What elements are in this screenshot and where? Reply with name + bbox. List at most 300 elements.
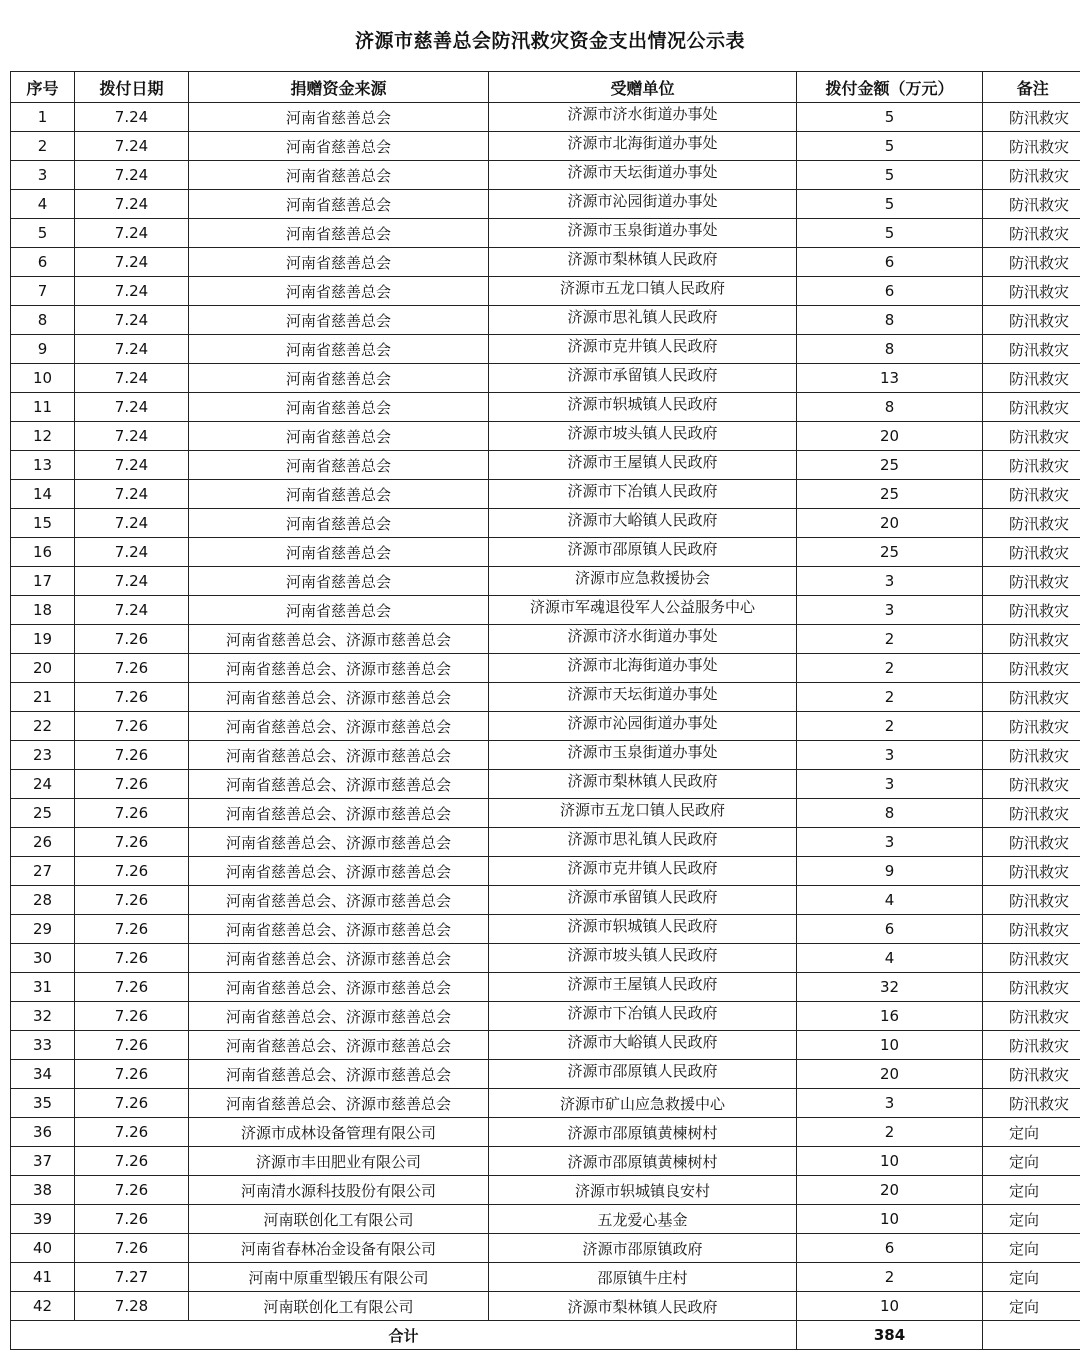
cell-amount: 16 — [797, 1002, 983, 1031]
cell-note: 防汛救灾 — [983, 509, 1080, 538]
cell-recipient: 济源市大峪镇人民政府 — [489, 1031, 797, 1060]
cell-recipient: 济源市邵原镇黄楝树村 — [489, 1147, 797, 1176]
cell-date: 7.26 — [75, 1089, 189, 1118]
header-no: 序号 — [11, 72, 75, 103]
cell-source: 河南省慈善总会、济源市慈善总会 — [189, 857, 489, 886]
cell-amount: 10 — [797, 1292, 983, 1321]
cell-date: 7.26 — [75, 1002, 189, 1031]
cell-source: 河南省慈善总会 — [189, 248, 489, 277]
cell-date: 7.26 — [75, 857, 189, 886]
cell-note: 防汛救灾 — [983, 1031, 1080, 1060]
cell-no: 15 — [11, 509, 75, 538]
cell-source: 河南省慈善总会、济源市慈善总会 — [189, 654, 489, 683]
cell-no: 31 — [11, 973, 75, 1002]
cell-date: 7.26 — [75, 1234, 189, 1263]
cell-date: 7.26 — [75, 625, 189, 654]
table-row — [11, 1176, 1080, 1205]
cell-note: 防汛救灾 — [983, 335, 1080, 364]
cell-amount: 3 — [797, 828, 983, 857]
table-row — [11, 596, 1080, 625]
cell-note: 防汛救灾 — [983, 683, 1080, 712]
cell-source: 河南省慈善总会 — [189, 335, 489, 364]
cell-date: 7.24 — [75, 190, 189, 219]
cell-amount: 3 — [797, 567, 983, 596]
cell-no: 4 — [11, 190, 75, 219]
cell-no: 24 — [11, 770, 75, 799]
cell-recipient: 济源市轵城镇人民政府 — [489, 915, 797, 944]
table-row — [11, 1263, 1080, 1292]
table-row — [11, 393, 1080, 422]
total-amount: 384 — [797, 1321, 983, 1350]
cell-no: 6 — [11, 248, 75, 277]
cell-recipient: 济源市克井镇人民政府 — [489, 335, 797, 364]
table-row — [11, 277, 1080, 306]
cell-note: 防汛救灾 — [983, 915, 1080, 944]
cell-note: 定向 — [983, 1205, 1080, 1234]
cell-date: 7.26 — [75, 683, 189, 712]
cell-note: 防汛救灾 — [983, 422, 1080, 451]
cell-amount: 2 — [797, 1118, 983, 1147]
cell-recipient: 济源市王屋镇人民政府 — [489, 451, 797, 480]
cell-note: 防汛救灾 — [983, 1002, 1080, 1031]
table-row — [11, 306, 1080, 335]
cell-source: 河南省慈善总会、济源市慈善总会 — [189, 625, 489, 654]
table-row — [11, 335, 1080, 364]
cell-source: 河南省慈善总会、济源市慈善总会 — [189, 799, 489, 828]
cell-source: 河南省慈善总会 — [189, 277, 489, 306]
table-row — [11, 1292, 1080, 1321]
cell-source: 河南省慈善总会 — [189, 509, 489, 538]
cell-recipient: 济源市玉泉街道办事处 — [489, 219, 797, 248]
cell-note: 防汛救灾 — [983, 132, 1080, 161]
cell-recipient: 济源市沁园街道办事处 — [489, 712, 797, 741]
cell-no: 1 — [11, 103, 75, 132]
cell-recipient: 济源市北海街道办事处 — [489, 654, 797, 683]
cell-date: 7.26 — [75, 1060, 189, 1089]
cell-date: 7.24 — [75, 161, 189, 190]
header-recipient: 受赠单位 — [489, 72, 797, 103]
cell-amount: 4 — [797, 944, 983, 973]
header-date: 拨付日期 — [75, 72, 189, 103]
table-row — [11, 712, 1080, 741]
cell-source: 河南省慈善总会、济源市慈善总会 — [189, 1002, 489, 1031]
table-row — [11, 509, 1080, 538]
cell-no: 28 — [11, 886, 75, 915]
cell-recipient: 济源市梨林镇人民政府 — [489, 248, 797, 277]
cell-recipient: 济源市邵原镇黄楝树村 — [489, 1118, 797, 1147]
cell-amount: 8 — [797, 335, 983, 364]
cell-date: 7.24 — [75, 306, 189, 335]
cell-amount: 3 — [797, 1089, 983, 1118]
cell-note: 防汛救灾 — [983, 828, 1080, 857]
cell-amount: 20 — [797, 1060, 983, 1089]
table-body — [11, 103, 1080, 1321]
cell-source: 济源市丰田肥业有限公司 — [189, 1147, 489, 1176]
cell-amount: 10 — [797, 1205, 983, 1234]
cell-amount: 10 — [797, 1031, 983, 1060]
cell-source: 河南省慈善总会、济源市慈善总会 — [189, 886, 489, 915]
cell-source: 河南省慈善总会 — [189, 393, 489, 422]
cell-source: 河南省慈善总会 — [189, 538, 489, 567]
cell-note: 防汛救灾 — [983, 596, 1080, 625]
cell-date: 7.26 — [75, 886, 189, 915]
cell-note: 防汛救灾 — [983, 393, 1080, 422]
cell-note: 防汛救灾 — [983, 277, 1080, 306]
table-row — [11, 480, 1080, 509]
table-row — [11, 741, 1080, 770]
table-row — [11, 1234, 1080, 1263]
cell-amount: 3 — [797, 596, 983, 625]
cell-date: 7.24 — [75, 393, 189, 422]
cell-no: 17 — [11, 567, 75, 596]
cell-date: 7.26 — [75, 1031, 189, 1060]
cell-no: 33 — [11, 1031, 75, 1060]
cell-no: 12 — [11, 422, 75, 451]
cell-note: 防汛救灾 — [983, 973, 1080, 1002]
cell-no: 30 — [11, 944, 75, 973]
cell-amount: 6 — [797, 1234, 983, 1263]
cell-no: 14 — [11, 480, 75, 509]
cell-source: 河南省慈善总会、济源市慈善总会 — [189, 1031, 489, 1060]
cell-date: 7.24 — [75, 248, 189, 277]
cell-amount: 5 — [797, 132, 983, 161]
cell-no: 42 — [11, 1292, 75, 1321]
cell-recipient: 济源市应急救援协会 — [489, 567, 797, 596]
cell-recipient: 济源市济水街道办事处 — [489, 625, 797, 654]
table-row — [11, 799, 1080, 828]
table-row — [11, 132, 1080, 161]
cell-source: 济源市成林设备管理有限公司 — [189, 1118, 489, 1147]
cell-recipient: 济源市承留镇人民政府 — [489, 364, 797, 393]
cell-date: 7.24 — [75, 422, 189, 451]
cell-date: 7.24 — [75, 364, 189, 393]
cell-recipient: 济源市思礼镇人民政府 — [489, 828, 797, 857]
cell-note: 防汛救灾 — [983, 248, 1080, 277]
cell-recipient: 济源市邵原镇人民政府 — [489, 538, 797, 567]
cell-date: 7.24 — [75, 509, 189, 538]
cell-no: 39 — [11, 1205, 75, 1234]
cell-date: 7.24 — [75, 538, 189, 567]
total-note — [983, 1321, 1080, 1350]
table-row — [11, 219, 1080, 248]
cell-amount: 5 — [797, 161, 983, 190]
cell-date: 7.24 — [75, 596, 189, 625]
table-row — [11, 886, 1080, 915]
table-row — [11, 161, 1080, 190]
cell-no: 21 — [11, 683, 75, 712]
cell-date: 7.26 — [75, 741, 189, 770]
cell-note: 定向 — [983, 1234, 1080, 1263]
cell-note: 防汛救灾 — [983, 190, 1080, 219]
cell-date: 7.26 — [75, 1205, 189, 1234]
cell-note: 防汛救灾 — [983, 1089, 1080, 1118]
cell-amount: 2 — [797, 625, 983, 654]
cell-recipient: 济源市济水街道办事处 — [489, 103, 797, 132]
table-row — [11, 190, 1080, 219]
cell-no: 19 — [11, 625, 75, 654]
table-row — [11, 625, 1080, 654]
cell-no: 37 — [11, 1147, 75, 1176]
cell-date: 7.24 — [75, 567, 189, 596]
cell-source: 河南省慈善总会 — [189, 364, 489, 393]
cell-source: 河南省慈善总会 — [189, 103, 489, 132]
cell-date: 7.24 — [75, 277, 189, 306]
cell-amount: 25 — [797, 480, 983, 509]
cell-amount: 32 — [797, 973, 983, 1002]
cell-note: 定向 — [983, 1292, 1080, 1321]
cell-recipient: 邵原镇牛庄村 — [489, 1263, 797, 1292]
cell-amount: 20 — [797, 422, 983, 451]
cell-amount: 5 — [797, 103, 983, 132]
cell-date: 7.26 — [75, 1147, 189, 1176]
cell-note: 防汛救灾 — [983, 306, 1080, 335]
cell-source: 河南省慈善总会 — [189, 161, 489, 190]
table-row — [11, 364, 1080, 393]
cell-source: 河南省慈善总会 — [189, 480, 489, 509]
cell-recipient: 济源市下冶镇人民政府 — [489, 1002, 797, 1031]
cell-no: 10 — [11, 364, 75, 393]
cell-source: 河南联创化工有限公司 — [189, 1292, 489, 1321]
cell-amount: 25 — [797, 538, 983, 567]
cell-note: 防汛救灾 — [983, 219, 1080, 248]
cell-amount: 5 — [797, 190, 983, 219]
cell-no: 3 — [11, 161, 75, 190]
cell-amount: 3 — [797, 741, 983, 770]
cell-note: 防汛救灾 — [983, 741, 1080, 770]
cell-date: 7.26 — [75, 1176, 189, 1205]
table-row — [11, 103, 1080, 132]
cell-amount: 2 — [797, 712, 983, 741]
cell-no: 18 — [11, 596, 75, 625]
cell-date: 7.26 — [75, 973, 189, 1002]
cell-recipient: 济源市王屋镇人民政府 — [489, 973, 797, 1002]
cell-date: 7.26 — [75, 1118, 189, 1147]
cell-no: 26 — [11, 828, 75, 857]
cell-source: 河南省慈善总会 — [189, 451, 489, 480]
cell-date: 7.24 — [75, 219, 189, 248]
header-note: 备注 — [983, 72, 1080, 103]
cell-note: 防汛救灾 — [983, 451, 1080, 480]
cell-no: 29 — [11, 915, 75, 944]
cell-amount: 8 — [797, 393, 983, 422]
cell-recipient: 济源市矿山应急救援中心 — [489, 1089, 797, 1118]
cell-no: 9 — [11, 335, 75, 364]
cell-no: 23 — [11, 741, 75, 770]
cell-note: 防汛救灾 — [983, 364, 1080, 393]
cell-note: 防汛救灾 — [983, 944, 1080, 973]
cell-recipient: 济源市克井镇人民政府 — [489, 857, 797, 886]
cell-source: 河南省慈善总会 — [189, 306, 489, 335]
table-row — [11, 1205, 1080, 1234]
cell-note: 防汛救灾 — [983, 857, 1080, 886]
cell-recipient: 济源市坡头镇人民政府 — [489, 944, 797, 973]
cell-source: 河南省慈善总会 — [189, 190, 489, 219]
table-row — [11, 1089, 1080, 1118]
cell-source: 河南省慈善总会 — [189, 596, 489, 625]
cell-note: 防汛救灾 — [983, 480, 1080, 509]
cell-amount: 6 — [797, 915, 983, 944]
table-row — [11, 828, 1080, 857]
table-row — [11, 538, 1080, 567]
cell-source: 河南省慈善总会、济源市慈善总会 — [189, 712, 489, 741]
cell-date: 7.26 — [75, 712, 189, 741]
cell-note: 防汛救灾 — [983, 625, 1080, 654]
header-row — [11, 72, 1080, 103]
cell-recipient: 济源市玉泉街道办事处 — [489, 741, 797, 770]
table-row — [11, 973, 1080, 1002]
page-title: 济源市慈善总会防汛救灾资金支出情况公示表 — [354, 30, 745, 52]
cell-no: 35 — [11, 1089, 75, 1118]
cell-date: 7.24 — [75, 335, 189, 364]
cell-no: 36 — [11, 1118, 75, 1147]
table-row — [11, 567, 1080, 596]
cell-no: 13 — [11, 451, 75, 480]
cell-recipient: 济源市五龙口镇人民政府 — [489, 799, 797, 828]
table-row — [11, 248, 1080, 277]
cell-source: 河南省慈善总会、济源市慈善总会 — [189, 741, 489, 770]
cell-no: 11 — [11, 393, 75, 422]
cell-recipient: 济源市承留镇人民政府 — [489, 886, 797, 915]
total-label: 合计 — [11, 1321, 797, 1350]
cell-recipient: 济源市五龙口镇人民政府 — [489, 277, 797, 306]
cell-note: 防汛救灾 — [983, 799, 1080, 828]
table-row — [11, 1147, 1080, 1176]
cell-note: 防汛救灾 — [983, 886, 1080, 915]
cell-recipient: 济源市梨林镇人民政府 — [489, 1292, 797, 1321]
cell-date: 7.24 — [75, 132, 189, 161]
total-row — [11, 1321, 1080, 1350]
cell-recipient: 济源市思礼镇人民政府 — [489, 306, 797, 335]
cell-note: 防汛救灾 — [983, 1060, 1080, 1089]
cell-source: 河南联创化工有限公司 — [189, 1205, 489, 1234]
cell-date: 7.26 — [75, 799, 189, 828]
cell-date: 7.26 — [75, 944, 189, 973]
cell-note: 定向 — [983, 1147, 1080, 1176]
cell-amount: 8 — [797, 306, 983, 335]
cell-date: 7.24 — [75, 480, 189, 509]
cell-amount: 2 — [797, 654, 983, 683]
cell-source: 河南省慈善总会、济源市慈善总会 — [189, 770, 489, 799]
cell-source: 河南省慈善总会、济源市慈善总会 — [189, 828, 489, 857]
cell-no: 5 — [11, 219, 75, 248]
table-row — [11, 683, 1080, 712]
cell-date: 7.24 — [75, 103, 189, 132]
cell-date: 7.28 — [75, 1292, 189, 1321]
cell-note: 防汛救灾 — [983, 567, 1080, 596]
table-row — [11, 1002, 1080, 1031]
cell-amount: 2 — [797, 683, 983, 712]
cell-no: 40 — [11, 1234, 75, 1263]
cell-date: 7.24 — [75, 451, 189, 480]
table-row — [11, 944, 1080, 973]
table-row — [11, 654, 1080, 683]
cell-recipient: 济源市下冶镇人民政府 — [489, 480, 797, 509]
cell-amount: 6 — [797, 248, 983, 277]
cell-amount: 20 — [797, 1176, 983, 1205]
cell-no: 27 — [11, 857, 75, 886]
cell-source: 河南中原重型锻压有限公司 — [189, 1263, 489, 1292]
table-row — [11, 770, 1080, 799]
cell-note: 防汛救灾 — [983, 103, 1080, 132]
cell-no: 16 — [11, 538, 75, 567]
cell-no: 20 — [11, 654, 75, 683]
cell-note: 防汛救灾 — [983, 712, 1080, 741]
cell-recipient: 济源市沁园街道办事处 — [489, 190, 797, 219]
cell-date: 7.26 — [75, 915, 189, 944]
cell-date: 7.26 — [75, 654, 189, 683]
cell-recipient: 济源市天坛街道办事处 — [489, 683, 797, 712]
table-row — [11, 1118, 1080, 1147]
cell-no: 7 — [11, 277, 75, 306]
cell-source: 河南省春林冶金设备有限公司 — [189, 1234, 489, 1263]
cell-no: 2 — [11, 132, 75, 161]
cell-source: 河南省慈善总会 — [189, 219, 489, 248]
cell-source: 河南省慈善总会、济源市慈善总会 — [189, 1060, 489, 1089]
cell-amount: 13 — [797, 364, 983, 393]
cell-note: 防汛救灾 — [983, 161, 1080, 190]
table-row — [11, 915, 1080, 944]
cell-amount: 2 — [797, 1263, 983, 1292]
cell-source: 河南省慈善总会、济源市慈善总会 — [189, 973, 489, 1002]
cell-recipient: 济源市邵原镇政府 — [489, 1234, 797, 1263]
cell-amount: 10 — [797, 1147, 983, 1176]
table-row — [11, 451, 1080, 480]
cell-note: 定向 — [983, 1118, 1080, 1147]
cell-amount: 9 — [797, 857, 983, 886]
cell-date: 7.27 — [75, 1263, 189, 1292]
cell-source: 河南省慈善总会、济源市慈善总会 — [189, 944, 489, 973]
disbursement-table — [10, 71, 1080, 1350]
cell-amount: 6 — [797, 277, 983, 306]
cell-no: 32 — [11, 1002, 75, 1031]
cell-recipient: 五龙爱心基金 — [489, 1205, 797, 1234]
cell-source: 河南省慈善总会 — [189, 567, 489, 596]
table-row — [11, 422, 1080, 451]
cell-no: 34 — [11, 1060, 75, 1089]
cell-note: 防汛救灾 — [983, 654, 1080, 683]
cell-recipient: 济源市轵城镇良安村 — [489, 1176, 797, 1205]
cell-source: 河南省慈善总会 — [189, 422, 489, 451]
cell-source: 河南省慈善总会、济源市慈善总会 — [189, 683, 489, 712]
cell-recipient: 济源市天坛街道办事处 — [489, 161, 797, 190]
cell-recipient: 济源市轵城镇人民政府 — [489, 393, 797, 422]
cell-amount: 4 — [797, 886, 983, 915]
cell-no: 8 — [11, 306, 75, 335]
table-row — [11, 1031, 1080, 1060]
cell-no: 22 — [11, 712, 75, 741]
header-amount: 拨付金额（万元） — [797, 72, 983, 103]
cell-no: 25 — [11, 799, 75, 828]
cell-recipient: 济源市梨林镇人民政府 — [489, 770, 797, 799]
cell-date: 7.26 — [75, 828, 189, 857]
cell-amount: 3 — [797, 770, 983, 799]
cell-amount: 5 — [797, 219, 983, 248]
cell-amount: 8 — [797, 799, 983, 828]
header-source: 捐赠资金来源 — [189, 72, 489, 103]
cell-recipient: 济源市大峪镇人民政府 — [489, 509, 797, 538]
cell-source: 河南省慈善总会、济源市慈善总会 — [189, 915, 489, 944]
table-row — [11, 1060, 1080, 1089]
cell-note: 定向 — [983, 1263, 1080, 1292]
cell-recipient: 济源市邵原镇人民政府 — [489, 1060, 797, 1089]
cell-recipient: 济源市坡头镇人民政府 — [489, 422, 797, 451]
cell-no: 38 — [11, 1176, 75, 1205]
cell-no: 41 — [11, 1263, 75, 1292]
cell-amount: 25 — [797, 451, 983, 480]
table-row — [11, 857, 1080, 886]
cell-amount: 20 — [797, 509, 983, 538]
cell-recipient: 济源市北海街道办事处 — [489, 132, 797, 161]
